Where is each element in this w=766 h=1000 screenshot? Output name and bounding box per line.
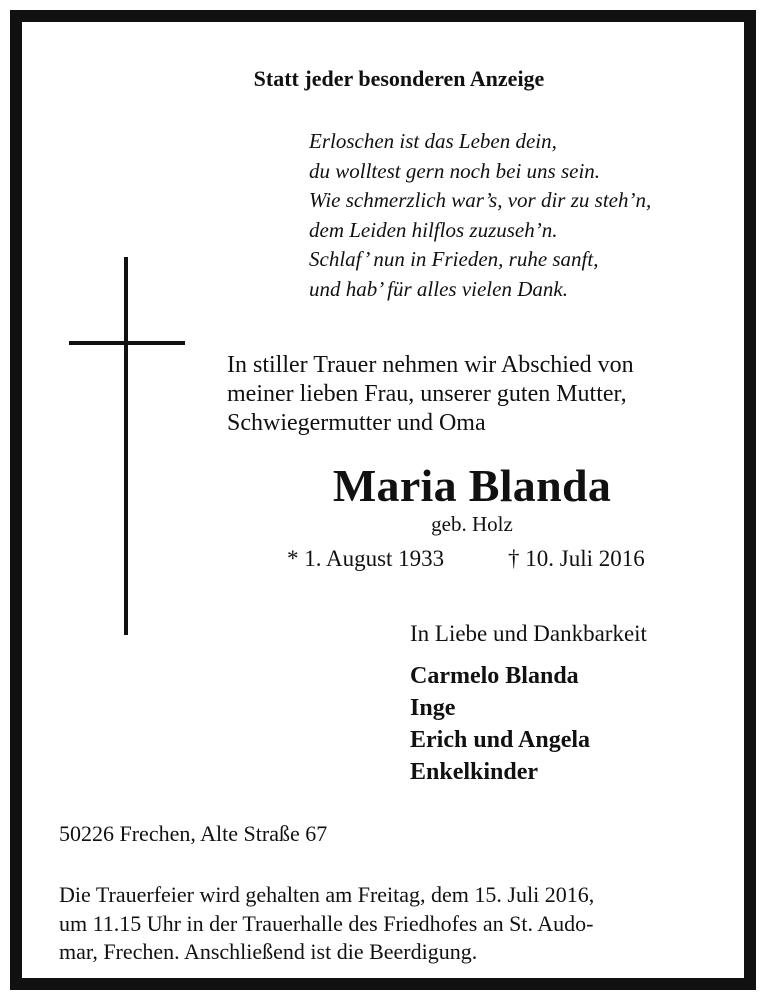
poem-line: Erloschen ist das Leben dein, <box>309 129 557 153</box>
poem-line: du wolltest gern noch bei uns sein. <box>309 158 601 183</box>
intro-line: Schwiegermutter und Oma <box>227 410 486 436</box>
obituary-frame <box>10 10 756 990</box>
birth-date: * 1. August 1933 <box>287 546 445 571</box>
mourners-list <box>410 660 590 788</box>
address: 50226 Frechen, Alte Straße 67 <box>59 821 328 846</box>
mourner-name: Enkelkinder <box>410 759 539 785</box>
poem <box>309 127 651 304</box>
service-notice <box>59 881 594 967</box>
intro-text <box>227 351 634 438</box>
death-date: † 10. Juli 2016 <box>508 546 645 571</box>
maiden-name: geb. Holz <box>431 512 513 536</box>
mourner-name: Inge <box>410 695 456 721</box>
service-line: Die Trauerfeier wird gehalten am Freitag, dem 15. Juli 2016, <box>59 882 595 907</box>
cross-icon-vertical <box>124 257 128 635</box>
thanks-line: In Liebe und Dankbarkeit <box>410 621 647 646</box>
deceased-name: Maria Blanda <box>332 460 612 511</box>
service-line: um 11.15 Uhr in der Trauerhalle des Friedhofes an St. Audo- <box>59 910 594 936</box>
poem-line: Schlaf’ nun in Frieden, ruhe sanft, <box>309 247 599 271</box>
poem-line: Wie schmerzlich war’s, vor dir zu steh’n, <box>309 188 652 212</box>
mourner-name: Erich und Angela <box>410 727 591 753</box>
poem-line: und hab’ für alles vielen Dank. <box>309 276 568 301</box>
intro-line: meiner lieben Frau, unserer guten Mutter, <box>227 381 627 407</box>
header-text: Statt jeder besonderen Anzeige <box>253 66 545 91</box>
mourner-name: Carmelo Blanda <box>410 663 579 689</box>
poem-line: dem Leiden hilflos zuzuseh’n. <box>309 217 558 242</box>
intro-line: In stiller Trauer nehmen wir Abschied von <box>227 352 634 378</box>
cross-icon-horizontal <box>69 341 185 345</box>
service-line: mar, Frechen. Anschließend ist die Beerdigung. <box>59 939 478 964</box>
